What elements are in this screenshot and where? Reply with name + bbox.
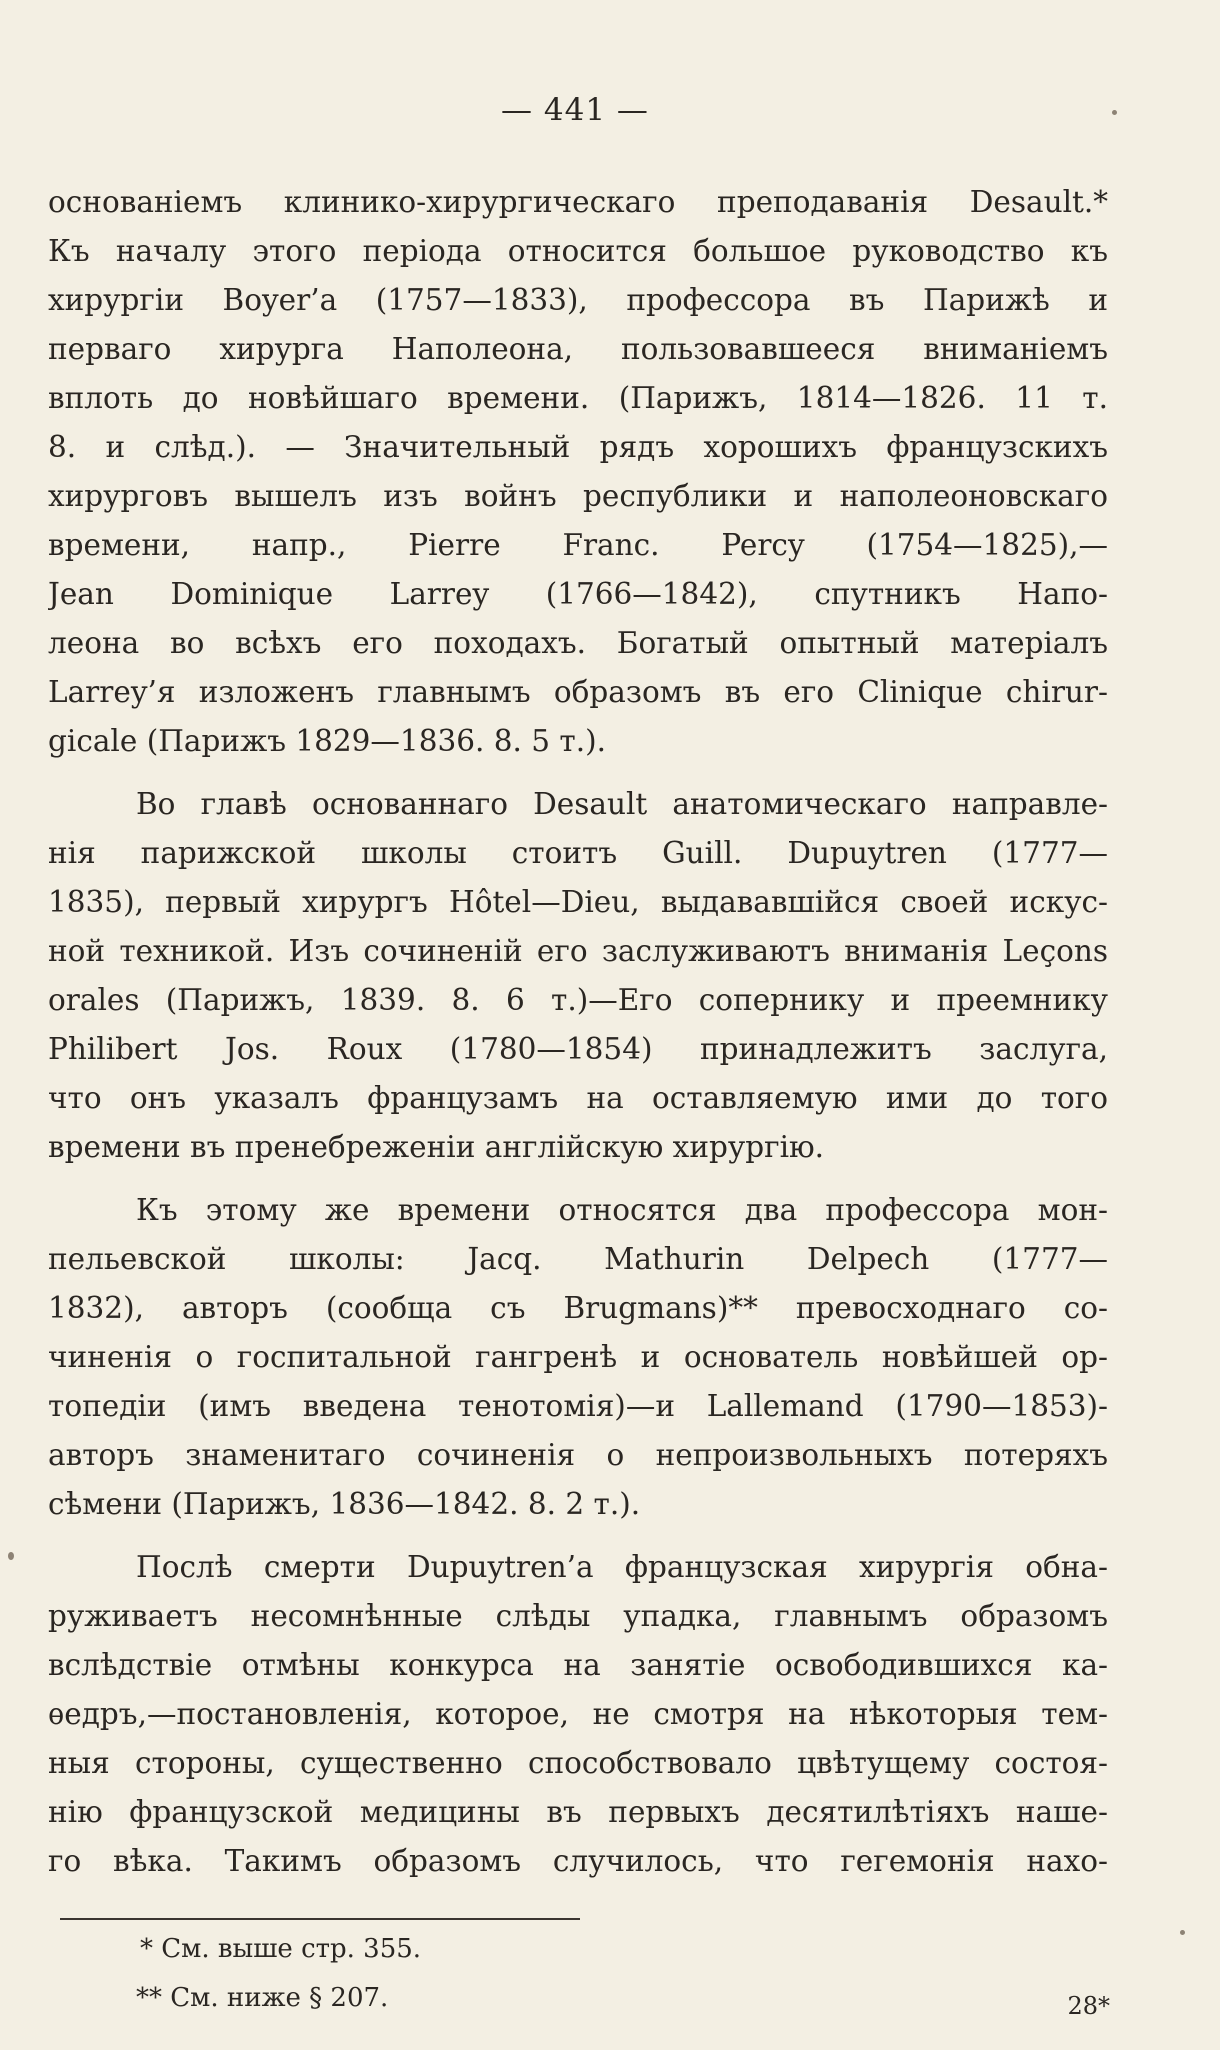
text-line: нiю французской медицины въ первыхъ десятилѣтiяхъ наше-	[48, 1795, 1108, 1829]
text-line: вслѣдствiе отмѣны конкурса на занятiе освободившихся ка-	[48, 1648, 1108, 1682]
text-line: леона во всѣхъ его походахъ. Богатый опытный матерiалъ	[48, 626, 1108, 660]
printer-signature: 28*	[1067, 1992, 1110, 2020]
text-line: Jean Dominique Larrey (1766—1842), спутникъ Напо-	[48, 577, 1108, 611]
text-line: 1832), авторъ (сообща съ Brugmans)** превосходнаго со-	[48, 1291, 1108, 1325]
text-line: хирурговъ вышелъ изъ войнъ республики и наполеоновскаго	[48, 479, 1108, 513]
text-line: пельевской школы: Jacq. Mathurin Delpech (1777—	[48, 1242, 1108, 1276]
text-line: ныя стороны, существенно способствовало цвѣтущему состоя-	[48, 1746, 1108, 1780]
text-line: orales (Парижъ, 1839. 8. 6 т.)—Его сопернику и преемнику	[48, 983, 1108, 1017]
paper-speck	[1112, 110, 1117, 115]
text-line: Къ этому же времени относятся два профессора мон-	[136, 1193, 1108, 1227]
page-number: — 441 —	[501, 92, 649, 128]
text-line: времени, напр., Pierre Franc. Percy (1754—1825),—	[48, 528, 1108, 562]
paper-speck	[8, 1552, 14, 1560]
text-line: авторъ знаменитаго сочиненiя о непроизвольныхъ потеряхъ	[48, 1438, 1108, 1472]
text-line: основанiемъ клинико-хирургическаго преподаванiя Desault.*	[48, 185, 1108, 219]
text-line: чиненiя о госпитальной гангренѣ и основатель новѣйшей ор-	[48, 1340, 1108, 1374]
footnote: ** См. ниже § 207.	[136, 1983, 389, 2013]
footnote-divider	[60, 1918, 580, 1920]
text-line: хирургiи Boyer’a (1757—1833), профессора въ Парижѣ и	[48, 283, 1108, 317]
paper-speck	[1180, 1930, 1185, 1935]
text-line: го вѣка. Такимъ образомъ случилось, что гегемонiя нахо-	[48, 1844, 1108, 1878]
footnote: * См. выше стр. 355.	[140, 1934, 422, 1964]
text-line: перваго хирурга Наполеона, пользовавшееся вниманiемъ	[48, 332, 1108, 366]
text-line: сѣмени (Парижъ, 1836—1842. 8. 2 т.).	[48, 1487, 641, 1521]
text-line: Larrey’я изложенъ главнымъ образомъ въ его Clinique chirur-	[48, 675, 1108, 709]
text-line: ной техникой. Изъ сочиненiй его заслуживаютъ вниманiя Leçons	[48, 934, 1108, 968]
text-line: 8. и слѣд.). — Значительный рядъ хорошихъ французскихъ	[48, 430, 1108, 464]
text-line: Послѣ смерти Dupuytren’a французская хирургiя обна-	[136, 1550, 1108, 1584]
text-line: ѳедръ,—постановленiя, которое, не смотря на нѣкоторыя тем-	[48, 1697, 1108, 1731]
text-line: gicale (Парижъ 1829—1836. 8. 5 т.).	[48, 724, 607, 758]
text-line: руживаетъ несомнѣнные слѣды упадка, главнымъ образомъ	[48, 1599, 1108, 1633]
text-line: Во главѣ основаннаго Desault анатомическаго направле-	[136, 787, 1108, 821]
text-line: Philibert Jos. Roux (1780—1854) принадлежитъ заслуга,	[48, 1032, 1108, 1066]
text-line: 1835), первый хирургъ Hôtel—Dieu, выдававшiйся своей искус-	[48, 885, 1108, 919]
text-line: времени въ пренебреженiи англiйскую хирургiю.	[48, 1130, 825, 1164]
text-line: вплоть до новѣйшаго времени. (Парижъ, 1814—1826. 11 т.	[48, 381, 1108, 415]
text-line: Къ началу этого перiода относится большое руководство къ	[48, 234, 1108, 268]
text-line: нiя парижской школы стоитъ Guill. Dupuytren (1777—	[48, 836, 1108, 870]
body-text	[48, 178, 1108, 1886]
text-line: что онъ указалъ французамъ на оставляемую ими до того	[48, 1081, 1108, 1115]
text-line: топедiи (имъ введена тенотомiя)—и Lallemand (1790—1853)-	[48, 1389, 1108, 1423]
